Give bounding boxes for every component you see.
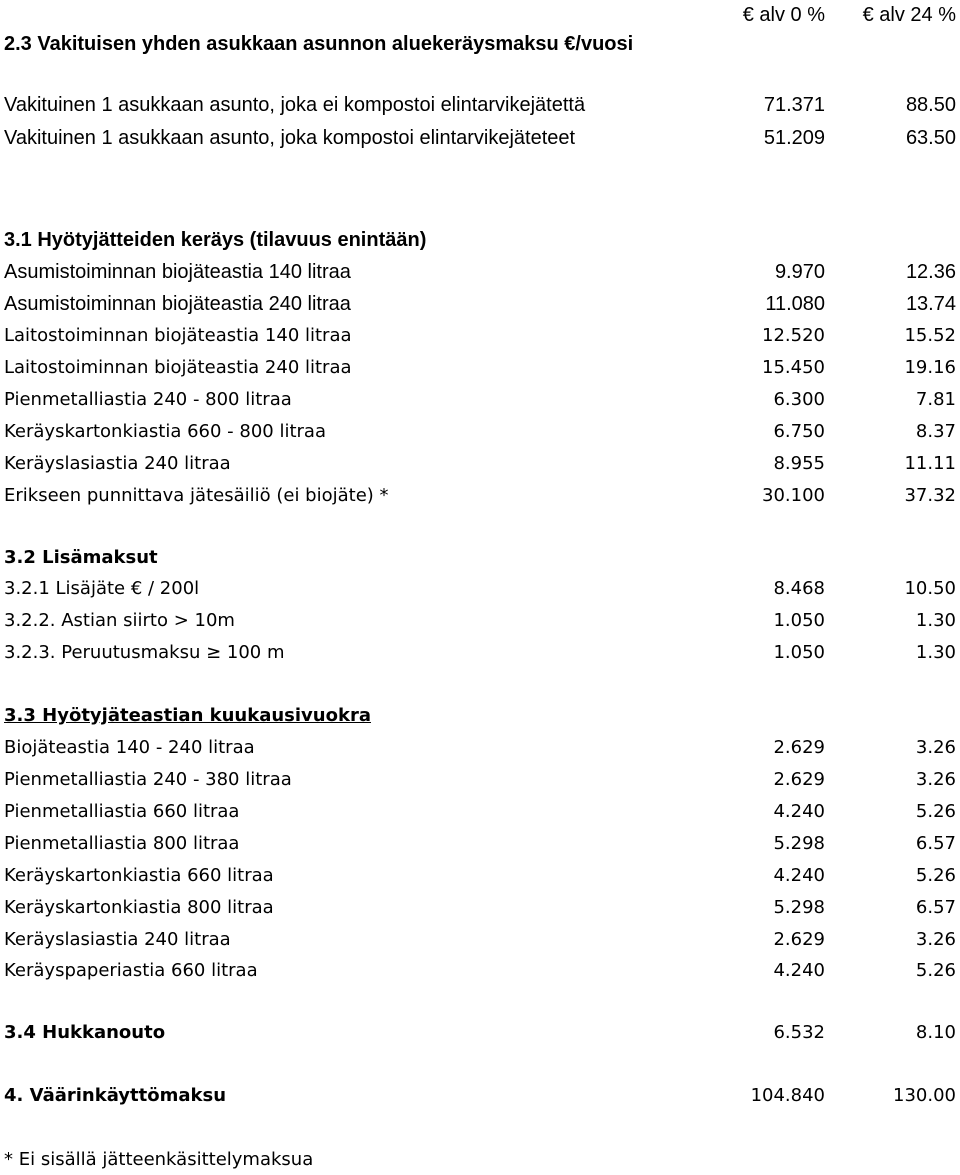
- table-row: [0, 765, 960, 795]
- section-3-4-row: [0, 1018, 960, 1048]
- section-3-1-title-row: [0, 225, 960, 255]
- row-value-alv0: 6.532: [773, 1022, 825, 1043]
- table-row: [0, 574, 960, 604]
- row-value-alv24: 3.26: [915, 737, 956, 758]
- section-3-2-title-row: [0, 543, 960, 573]
- column-header-alv0: € alv 0 %: [742, 4, 825, 26]
- section-4-row: [0, 1081, 960, 1111]
- row-label: Keräyslasiastia 240 litraa: [4, 453, 231, 474]
- row-label: Pienmetalliastia 240 - 380 litraa: [4, 769, 292, 790]
- table-row: [0, 797, 960, 827]
- row-label: Biojäteastia 140 - 240 litraa: [4, 737, 255, 758]
- table-row: [0, 257, 960, 287]
- table-row: [0, 321, 960, 351]
- row-value-alv24: 3.26: [915, 929, 956, 950]
- row-value-alv24: 8.37: [915, 421, 956, 442]
- section-2-3-title-row: [0, 29, 960, 59]
- row-label: Laitostoiminnan biojäteastia 140 litraa: [4, 325, 352, 346]
- row-label: Keräyskartonkiastia 660 - 800 litraa: [4, 421, 326, 442]
- table-row: [0, 417, 960, 447]
- row-value-alv24: 19.16: [904, 357, 956, 378]
- row-label: Keräyskartonkiastia 800 litraa: [4, 897, 274, 918]
- footnote: * Ei sisällä jätteenkäsittelymaksua: [4, 1149, 314, 1170]
- row-value-alv0: 6.300: [773, 389, 825, 410]
- row-value-alv24: 6.57: [915, 897, 956, 918]
- row-value-alv0: 4.240: [773, 960, 825, 981]
- row-value-alv24: 5.26: [915, 801, 956, 822]
- row-value-alv0: 104.840: [750, 1085, 825, 1106]
- row-label: Keräyslasiastia 240 litraa: [4, 929, 231, 950]
- table-row: [0, 893, 960, 923]
- row-value-alv24: 1.30: [915, 642, 956, 663]
- table-row: [0, 449, 960, 479]
- row-label: Pienmetalliastia 660 litraa: [4, 801, 240, 822]
- row-value-alv0: 1.050: [773, 642, 825, 663]
- table-row: [0, 638, 960, 668]
- row-value-alv0: 15.450: [762, 357, 825, 378]
- row-label: Vakituinen 1 asukkaan asunto, joka ei kompostoi elintarvikejätettä: [4, 94, 586, 116]
- table-row: [0, 289, 960, 319]
- row-value-alv0: 8.955: [773, 453, 825, 474]
- table-row: [0, 385, 960, 415]
- column-header-alv24: € alv 24 %: [862, 4, 956, 26]
- table-row: [0, 353, 960, 383]
- row-value-alv24: 3.26: [915, 769, 956, 790]
- row-value-alv24: 8.10: [915, 1022, 956, 1043]
- row-value-alv24: 7.81: [915, 389, 956, 410]
- table-row: [0, 606, 960, 636]
- section-2-3-title: 2.3 Vakituisen yhden asukkaan asunnon aluekeräysmaksu €/vuosi: [4, 33, 634, 55]
- table-row: [0, 861, 960, 891]
- row-label: Keräyskartonkiastia 660 litraa: [4, 865, 274, 886]
- row-value-alv24: 13.74: [905, 293, 956, 315]
- row-value-alv24: 88.50: [905, 94, 956, 116]
- row-value-alv0: 71.371: [763, 94, 825, 116]
- row-label: 3.2.2. Astian siirto > 10m: [4, 610, 235, 631]
- row-label: Vakituinen 1 asukkaan asunto, joka kompostoi elintarvikejäteteet: [4, 127, 576, 149]
- row-label: Erikseen punnittava jätesäiliö (ei biojäte) *: [4, 485, 389, 506]
- row-value-alv24: 12.36: [905, 261, 956, 283]
- row-value-alv0: 5.298: [773, 897, 825, 918]
- table-row: [0, 733, 960, 763]
- row-value-alv24: 6.57: [915, 833, 956, 854]
- column-headers: [0, 0, 960, 30]
- row-value-alv0: 1.050: [773, 610, 825, 631]
- row-value-alv24: 63.50: [905, 127, 956, 149]
- table-row: [0, 829, 960, 859]
- row-value-alv24: 15.52: [904, 325, 956, 346]
- row-value-alv24: 5.26: [915, 865, 956, 886]
- row-value-alv0: 5.298: [773, 833, 825, 854]
- row-value-alv0: 2.629: [773, 929, 825, 950]
- section-3-3-title: 3.3 Hyötyjäteastian kuukausivuokra: [4, 705, 371, 726]
- row-value-alv0: 12.520: [762, 325, 825, 346]
- row-value-alv24: 5.26: [915, 960, 956, 981]
- row-value-alv24: 11.11: [904, 453, 956, 474]
- row-label: Asumistoiminnan biojäteastia 140 litraa: [4, 261, 351, 283]
- section-3-2-title: 3.2 Lisämaksut: [4, 547, 158, 568]
- section-3-1-title: 3.1 Hyötyjätteiden keräys (tilavuus enintään): [4, 229, 427, 251]
- row-value-alv0: 30.100: [762, 485, 825, 506]
- footnote-row: [0, 1145, 960, 1175]
- table-row: [0, 925, 960, 955]
- table-row: [0, 481, 960, 511]
- row-label: Keräyspaperiastia 660 litraa: [4, 960, 258, 981]
- row-label: Pienmetalliastia 800 litraa: [4, 833, 240, 854]
- row-label: Pienmetalliastia 240 - 800 litraa: [4, 389, 292, 410]
- row-value-alv24: 130.00: [893, 1085, 956, 1106]
- row-value-alv24: 10.50: [904, 578, 956, 599]
- row-label: 3.2.3. Peruutusmaksu ≥ 100 m: [4, 642, 285, 663]
- section-3-3-title-row: [0, 701, 960, 731]
- row-label: Asumistoiminnan biojäteastia 240 litraa: [4, 293, 351, 315]
- row-value-alv0: 2.629: [773, 737, 825, 758]
- row-value-alv0: 51.209: [763, 127, 825, 149]
- row-value-alv0: 4.240: [773, 865, 825, 886]
- row-value-alv24: 1.30: [915, 610, 956, 631]
- section-3-4-title: 3.4 Hukkanouto: [4, 1022, 166, 1043]
- row-value-alv0: 9.970: [774, 261, 825, 283]
- section-4-title: 4. Väärinkäyttömaksu: [4, 1085, 227, 1106]
- table-row: [0, 90, 960, 120]
- row-value-alv0: 8.468: [773, 578, 825, 599]
- row-label: 3.2.1 Lisäjäte € / 200l: [4, 578, 200, 599]
- row-value-alv0: 6.750: [773, 421, 825, 442]
- table-row: [0, 956, 960, 986]
- row-value-alv0: 4.240: [773, 801, 825, 822]
- row-value-alv0: 11.080: [765, 293, 825, 315]
- row-label: Laitostoiminnan biojäteastia 240 litraa: [4, 357, 352, 378]
- row-value-alv24: 37.32: [904, 485, 956, 506]
- table-row: [0, 123, 960, 153]
- row-value-alv0: 2.629: [773, 769, 825, 790]
